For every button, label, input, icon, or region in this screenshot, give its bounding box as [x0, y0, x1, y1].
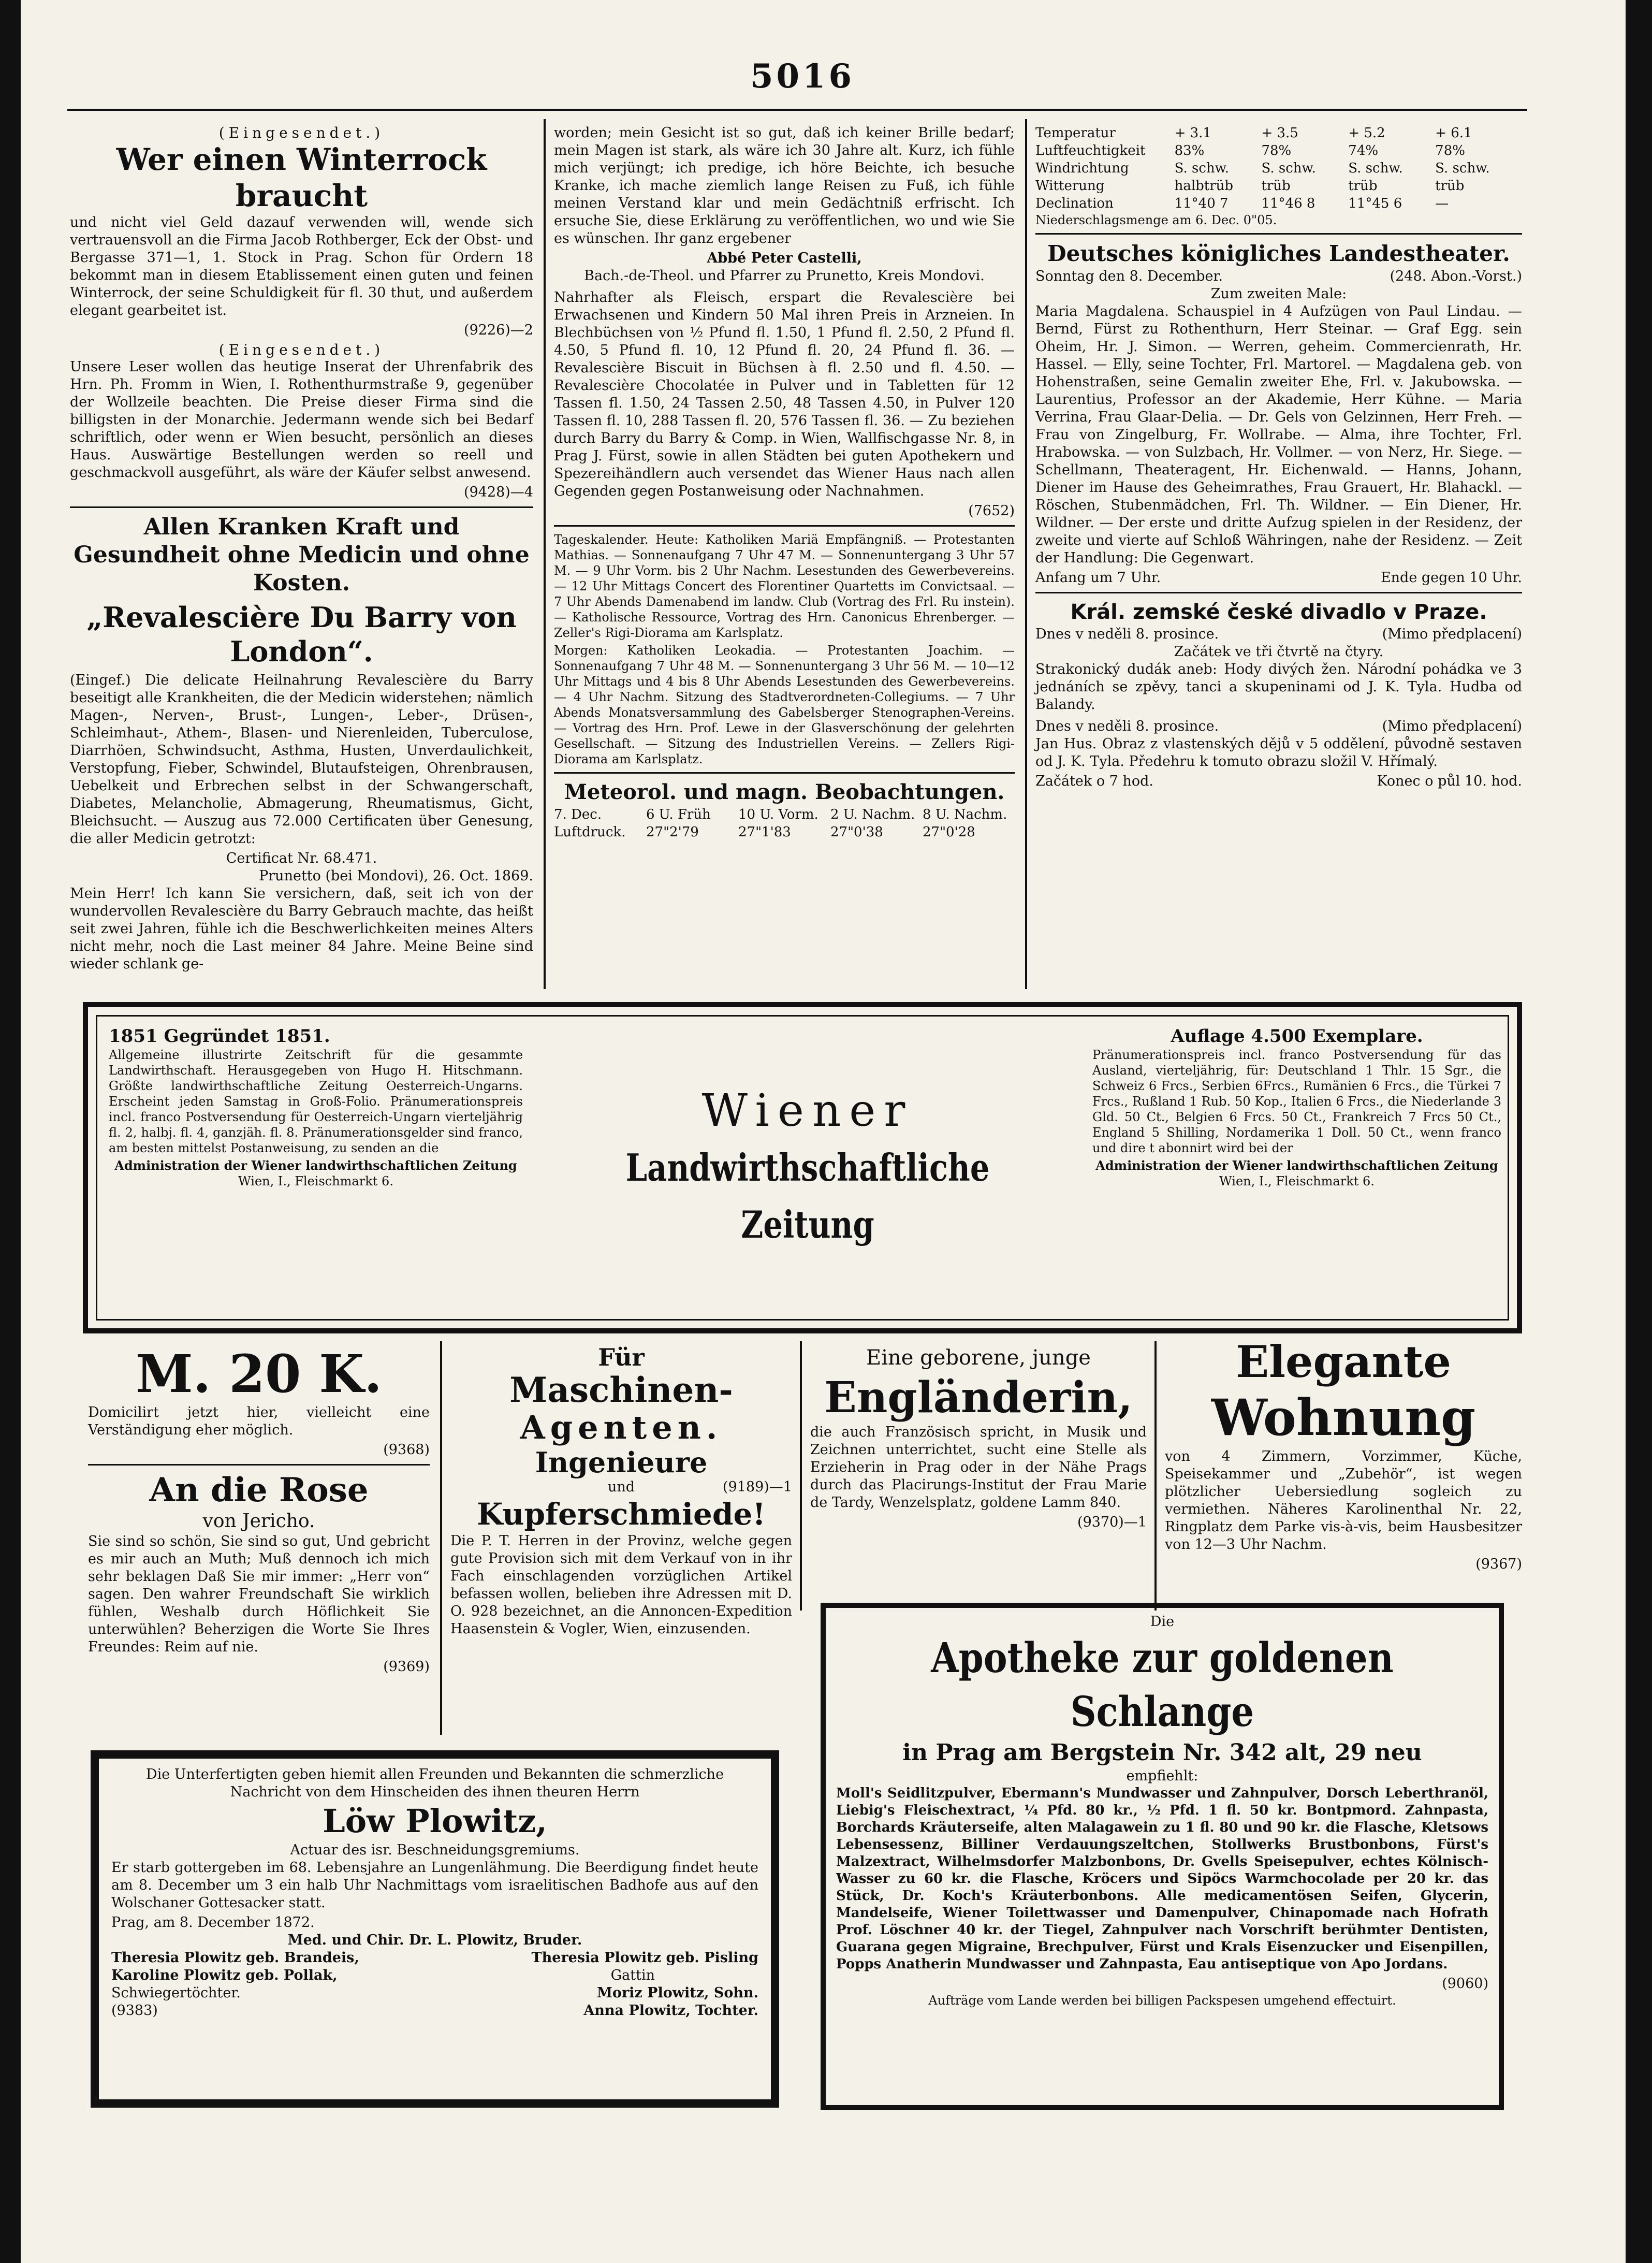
theater-end: Ende gegen 10 Uhr.: [1380, 570, 1522, 586]
czech-theater-title: Král. zemské české divadlo v Praze.: [1070, 600, 1487, 624]
revalesciere-body: (Eingef.) Die delicate Heilnahrung Revalescière du Barry beseitigt alle Krankheiten, die der Medicin widerstehen; nämlich Magen-, Nerven-, Brust-, Lungen-, Leber-, Drüsen-, Schleimhaut-, Athem-, Blasen- und Nierenleiden, Tuberculose, Diarrhöen, Schwindsucht, Asthma, Husten, Unverdaulichkeit, Verstopfung, Fieber, Schwindel, Blutaufsteigen, Ohrenbrausen, Uebelkeit und Erbrechen selbst in der Schwangerschaft, Diabetes, Melancholie, Abmagerung, Rheumatismus, Gicht, Bleichsucht. — Auszug aus 72.000 Certificaten über Genesung, die aller Medicin getrotzt:: [70, 672, 533, 847]
meteo-cell: Temperatur: [1035, 125, 1116, 141]
governess-ad: [810, 1344, 1147, 1613]
czech-line: [1035, 718, 1522, 735]
czech-subscription: (Mimo předplacení): [1382, 718, 1522, 734]
rose-code: (9369): [383, 1659, 430, 1675]
mach-title-4: Ingenieure: [535, 1446, 708, 1479]
obit-signers-row: [111, 1984, 758, 2002]
meteo-row: [1035, 159, 1522, 177]
obit-code: (9383): [111, 2003, 158, 2019]
notice2-code: (9428)—4: [464, 484, 533, 500]
banner-center: [533, 1082, 1082, 1269]
meteo-cell: 11°40 7: [1174, 196, 1229, 211]
meteo-cell: 2 U. Nachm.: [830, 807, 915, 822]
obit-name: Löw Plowitz,: [323, 1802, 547, 1840]
obit-signer-1: Med. und Chir. Dr. L. Plowitz, Bruder.: [287, 1932, 582, 1948]
notice2-body: Unsere Leser wollen das heutige Inserat der Uhrenfabrik des Hrn. Ph. Fromm in Wien, I. Rothenthurmstraße 9, gegenüber der Wollzeile beachten. Die Preise dieser Firma sind die billigsten in der Monarchie. Jedermann wende sich bei Bedarf schriftlich, oder wenn er Wien besucht, persönlich an dieses Haus. Auswärtige Bestellungen werden so reell und geschmackvoll ausgeführt, als wäre der Käufer selbst anwesend.: [70, 359, 533, 481]
meteo-row: [1035, 124, 1522, 142]
revalesciere-title: „Revalescière Du Barry von London“.: [86, 601, 517, 668]
theater-subtitle: Zum zweiten Male:: [1210, 286, 1347, 302]
obit-signer: Karoline Plowitz geb. Pollak,: [111, 1967, 338, 1983]
obit-signer: Anna Plowitz, Tochter.: [583, 2003, 758, 2019]
wohn-title-2: Wohnung: [1211, 1388, 1476, 1447]
czech-time-end: Konec o půl 10. hod.: [1377, 773, 1522, 789]
obit-signer: Gattin: [610, 1967, 655, 1983]
m20-title: M. 20 K.: [135, 1343, 383, 1404]
czech-time-start: Začátek o 7 hod.: [1035, 773, 1153, 789]
mach-title-3: Agenten.: [520, 1409, 723, 1446]
obit-signers-row: [111, 1967, 758, 1984]
banner-left-addr: Wien, I., Fleischmarkt 6.: [238, 1174, 393, 1188]
separator: [1035, 592, 1522, 593]
page-number: 5016: [750, 57, 855, 96]
apo-footer: Aufträge vom Lande werden bei billigen Packspesen umgehend effectuirt.: [928, 1993, 1396, 2008]
certificate-place: Prunetto (bei Mondovi), 26. Oct. 1869.: [259, 868, 533, 884]
tomorrow-calendar: Morgen: Katholiken Leokadia. — Protestanten Joachim. — Sonnenaufgang 7 Uhr 48 M. — Sonnenuntergang 3 Uhr 56 M. — 10—12 Uhr Mittags und 4 bis 8 Uhr Abends Lesestunden des Gewerbevereins. — 4 Uhr Nachm. Sitzung des Stadtverordneten-Collegiums. — 7 Uhr Abends Monatsversammlung des Gabelsberger Stenographen-Vereins. — Vortrag des Hrn. Prof. Lewe in der Glasverschönung der gelehrten Gesellschaft. — Sitzung des Industriellen Vereins. — Zellers Rigi-Diorama am Karlsplatz.: [554, 643, 1015, 766]
meteo-pressure-row: [554, 823, 1015, 841]
meteo-title: Meteorol. und magn. Beobachtungen.: [564, 780, 1005, 804]
apo-recommends: empfiehlt:: [1126, 1768, 1198, 1784]
meteo-note: Niederschlagsmenge am 6. Dec. 0"05.: [1035, 213, 1277, 227]
obit-signer: Schwiegertöchter.: [111, 1985, 241, 2001]
eng-line: Eine geborene, junge: [866, 1346, 1091, 1370]
revalesciere-prices: Nahrhafter als Fleisch, erspart die Revalescière bei Erwachsenen und Kindern 50 Mal ihren Preis in Arzneien. In Blechbüchsen von ½ Pfund fl. 1.50, 1 Pfund fl. 2.50, 2 Pfund fl. 4.50, 5 Pfund fl. 10, 12 Pfund fl. 20, 24 Pfund fl. 36. — Revalescière Biscuit in Büchsen à fl. 2.50 und fl. 4.50. — Revalescière Chocolatée in Pulver und in Tabletten für 12 Tassen fl. 1.50, 24 Tassen 2.50, 48 Tassen 4.50, in Pulver 120 Tassen fl. 10, 288 Tassen fl. 20, 576 Tassen fl. 36. — Zu beziehen durch Barry du Barry & Comp. in Wien, Wallfischgasse Nr. 8, in Prag J. Fürst, sowie in allen Städten bei guten Apothekern und Spezereihändlern auch versendet das Wiener Haus nach allen Gegenden gegen Postanweisung oder Nachnahmen.: [554, 289, 1015, 499]
notice1-title: Wer einen Winterrock braucht: [116, 142, 487, 213]
obit-signer: Theresia Plowitz geb. Pisling: [531, 1950, 758, 1966]
czech-subscription: (Mimo předplacení): [1382, 626, 1522, 642]
letter-continued: worden; mein Gesicht ist so gut, daß ich keiner Brille bedarf; mein Magen ist stark, als wäre ich 30 Jahre alt. Kurz, ich fühle mich verjüngt; ich predige, ich höre Beichte, ich besuche Kranke, ich mache ziemlich lange Reisen zu Fuß, ich fühle meinen Verstand klar und mein Gedächtniß erfrischt. Ich ersuche Sie, diese Erklärung zu veröffentlichen, wo und wie Sie es wünschen. Ihr ganz ergebener: [554, 125, 1015, 246]
revalesciere-headline: Allen Kranken Kraft und Gesundheit ohne Medicin und ohne Kosten.: [74, 514, 530, 596]
meteo-cell: 8 U. Nachm.: [923, 807, 1007, 822]
meteo-cell: halbtrüb: [1174, 178, 1234, 194]
rose-poem: Sie sind so schön, Sie sind so gut, Und gebricht es mir auch an Muth; Muß dennoch ich mich sehr beklagen Daß Sie mir immer: „Herr von“ sagen. Den wahrer Freundschaft Sie wirklich fühlen, Weshalb durch Höflichkeit Sie unterwühlen? Beherzigen die Worte Sie Ihres Freundes: Reim auf nie.: [88, 1533, 430, 1655]
banner-right: [1092, 1025, 1501, 1315]
meteo-cell: Windrichtung: [1035, 161, 1129, 176]
separator: [1035, 233, 1522, 235]
meteo-cell: 11°46 8: [1261, 196, 1315, 211]
obit-role: Actuar des isr. Beschneidungsgremiums.: [290, 1842, 580, 1858]
theater-date: Sonntag den 8. December.: [1035, 268, 1223, 284]
separator: [88, 1464, 430, 1466]
letter-signer-title: Bach.-de-Theol. und Pfarrer zu Prunetto, Kreis Mondovi.: [584, 268, 985, 284]
meteo-cell: —: [1435, 196, 1449, 211]
wohn-code: (9367): [1475, 1556, 1522, 1572]
apartment-ad: [1165, 1336, 1522, 1605]
day-calendar: Tageskalender. Heute: Katholiken Mariä Empfängniß. — Protestanten Mathias. — Sonnenaufgang 7 Uhr 47 M. — Sonnenuntergang 3 Uhr 57 M. — 9 Uhr Vorm. bis 2 Uhr Nachm. Lesestunden des Gewerbevereins. — 12 Uhr Mittags Concert des Florentiner Quartetts im Convictsaal. — 7 Uhr Abends Damenabend im landw. Club (Vortrag des Frl. Ru instein). — Katholische Ressource, Vortrag des Hrn. Canonicus Ehrenberger. — Zeller's Rigi-Diorama am Karlsplatz.: [554, 532, 1015, 640]
personal-ads: [88, 1344, 430, 1737]
notice2-header: (Eingesendet.): [218, 341, 385, 358]
banner-right-head: Auflage 4.500 Exemplare.: [1171, 1026, 1423, 1047]
meteo-cell: + 3.1: [1174, 125, 1211, 141]
meteo-cell: + 3.5: [1261, 125, 1298, 141]
meteo-cell: 11°45 6: [1348, 196, 1402, 211]
obit-signer: Moriz Plowitz, Sohn.: [597, 1985, 758, 2001]
meteo-cell: trüb: [1261, 178, 1291, 194]
mach-title-5: Kupferschmiede!: [477, 1497, 766, 1532]
machine-agents-ad: [450, 1343, 792, 1637]
pharmacy-ad: [836, 1613, 1488, 2100]
row3-divider-2: [800, 1341, 802, 1611]
apo-address: in Prag am Bergstein Nr. 342 alt, 29 neu: [902, 1739, 1422, 1766]
top-rule: [67, 109, 1527, 111]
wohn-body: von 4 Zimmern, Vorzimmer, Küche, Speisekammer und „Zubehör“, ist wegen plötzlicher Uebersiedlung sogleich zu vermiethen. Näheres Karolinenthal Nr. 22, Ringplatz dem Parke vis-à-vis, beim Hausbesitzer von 12—3 Uhr Nachm.: [1165, 1448, 1522, 1553]
mach-und: und: [607, 1479, 635, 1495]
mach-und-row: [450, 1478, 792, 1496]
theater-cast: Maria Magdalena. Schauspiel in 4 Aufzügen von Paul Lindau. — Bernd, Fürst zu Rothenthurn, Herr Steinar. — Graf Egg. sein Oheim, Hr. J. Simon. — Werren, geheim. Commercienrath, Hr. Hassel. — Elly, seine Tochter, Frl. Martorel. — Magdalena geb. von Hohenstraßen, seine Gemalin zweiter Ehe, Frl. v. Jakubowska. — Laurentius, Professor an der Akademie, Herr Kühne. — Maria Verrina, Frau Glaar-Delia. — Dr. Gels von Gelzinnen, Herr Freh. — Frau von Zingelburg, Fr. Wollrabe. — Alma, ihre Tochter, Frl. Hrabowska. — von Sulzbach, Hr. Vollmer. — von Nerz, Hr. Siege. — Schellmann, Theateragent, Hr. Eichenwald. — Hanns, Johann, Diener im Hause des Geheimrathes, Frau Grauert, Hr. Blahackl. — Röschen, Stubenmädchen, Frl. Th. Wildner. — Ein Diener, Hr. Wildner. — Der erste und dritte Aufzug spielen in der Residenz, der zweite und vierte auf Schloß Währingen, nahe der Residenz. — Zeit der Handlung: Die Gegenwart.: [1035, 303, 1522, 566]
meteo-row: [1035, 195, 1522, 212]
notice1-body: und nicht viel Geld dazauf verwenden will, wende sich vertrauensvoll an die Firma Jacob Rothberger, Eck der Obst- und Bergasse 371—1, 1. Stock in Prag. Schon für Ordern 18 bekommt man in diesem Etablissement einen guten und feinen Winterrock, der seine Schuldigkeit für fl. 30 thut, und außerdem elegant gearbeitet ist.: [70, 214, 533, 318]
meteo-header-row: [554, 806, 1015, 823]
separator: [554, 525, 1015, 527]
revalesciere-letter: Mein Herr! Ich kann Sie versichern, daß, seit ich von der wundervollen Revalescière du Barry Gebrauch machte, das heißt seit zwei Jahren, fühle ich die Beschwerlichkeiten meines Alters nicht mehr, noch die Last meiner 84 Jahre. Meine Beine sind wieder schlank ge-: [70, 886, 533, 972]
mach-body: Die P. T. Herren in der Provinz, welche gegen gute Provision sich mit dem Verkauf von in ihr Fach einschlagenden vorzüglichen Artikel befassen wollen, belieben ihre Adressen mit D. O. 928 bezeichnet, an die Annoncen-Expedition Haasenstein & Vogler, Wien, einzusenden.: [450, 1533, 792, 1637]
meteo-cell: 83%: [1174, 143, 1205, 158]
meteo-row: [1035, 142, 1522, 159]
czech-start: Začátek ve tři čtvrtě na čtyry.: [1174, 644, 1384, 660]
czech-line: [1035, 626, 1522, 643]
row3-divider-3: [1154, 1341, 1157, 1611]
column-3: [1035, 124, 1522, 994]
banner-right-addr: Wien, I., Fleischmarkt 6.: [1219, 1174, 1375, 1188]
meteo-cell: 27"0'38: [830, 824, 883, 840]
m20-body: Domicilirt jetzt hier, vielleicht eine Verständigung eher möglich.: [88, 1404, 430, 1438]
banner-right-body: Pränumerationspreis incl. franco Postversendung für das Ausland, vierteljährig, für: Deutschland 1 Thlr. 15 Sgr., die Schweiz 6 Frcs., Serbien 6Frcs., Rumänien 6 Frcs., die Türkei 7 Frcs., Rußland 1 Rub. 50 Kop., Italien 6 Frcs., die Niederlande 3 Gld. 50 Ct., Belgien 6 Frcs. 50 Ct., Frankreich 7 Frcs 50 Ct., England 5 Shilling, Nordamerika 1 Doll. 50 Ct., wenn franco und dire t abonnirt wird bei der: [1092, 1048, 1501, 1155]
meteo-cell: S. schw.: [1261, 161, 1316, 176]
notice1-header: (Eingesendet.): [218, 124, 385, 141]
eng-title: Engländerin,: [824, 1373, 1133, 1423]
banner-left: [109, 1025, 523, 1315]
col-divider-2: [1025, 119, 1027, 989]
czech-play-1: Strakonický dudák aneb: Hody divých žen. Národní pohádka ve 3 jednáních se zpěvy, tanci a skupeninami od J. K. Tyla. Hudba od Balandy.: [1035, 661, 1522, 713]
mach-title-2: Maschinen-: [509, 1370, 733, 1410]
row3-divider-1: [440, 1341, 442, 1735]
obit-signers-row: [111, 2002, 758, 2020]
banner-title-1: Wiener: [701, 1085, 914, 1137]
theater-title: Deutsches königliches Landestheater.: [1047, 241, 1510, 266]
meteo-cell: S. schw.: [1348, 161, 1403, 176]
theater-code: (248. Abon.-Vorst.): [1390, 268, 1522, 284]
theater-date-row: [1035, 268, 1522, 285]
column-2: [554, 124, 1015, 994]
col-divider-1: [544, 119, 546, 989]
banner-left-admin: Administration der Wiener landwirthschaftlichen Zeitung: [114, 1158, 517, 1173]
czech-date: Dnes v neděli 8. prosince.: [1035, 718, 1219, 734]
meteo-cell: + 6.1: [1435, 125, 1472, 141]
meteo-cell: trüb: [1348, 178, 1378, 194]
eng-code: (9370)—1: [1077, 1514, 1147, 1530]
obit-body: Er starb gottergeben im 68. Lebensjahre an Lungenlähmung. Die Beerdigung findet heute am 8. December um 3 ein halb Uhr Nachmittags vom israelitischen Badhofe aus auf den Wolschaner Gottesacker statt.: [111, 1860, 758, 1911]
czech-date: Dnes v neděli 8. prosince.: [1035, 626, 1219, 642]
meteo-cell: 6 U. Früh: [646, 807, 711, 822]
notice1-code: (9226)—2: [464, 322, 533, 338]
meteo-cell: 78%: [1435, 143, 1465, 158]
banner-left-body: Allgemeine illustrirte Zeitschrift für die gesammte Landwirthschaft. Herausgegeben von Hugo H. Hitschmann. Größte landwirthschaftliche Zeitung Oesterreich-Ungarns. Erscheint jeden Samstag in Groß-Folio. Pränumerationspreis incl. franco Postversendung für Oesterreich-Ungarn vierteljährig fl. 2, halbj. fl. 4, ganzjäh. fl. 8. Pränumerationsgelder sind franco, am besten mittelst Postanweisung, zu senden an die: [109, 1048, 523, 1155]
czech-times: [1035, 773, 1522, 790]
rose-title: An die Rose: [149, 1471, 369, 1510]
meteo-row: [1035, 177, 1522, 195]
m20-code: (9368): [383, 1442, 430, 1458]
mach-code: (9189)—1: [723, 1479, 792, 1495]
obituary: [111, 1766, 758, 2097]
meteo-cell: Witterung: [1035, 178, 1105, 194]
meteo-cell: + 5.2: [1348, 125, 1385, 141]
revalesciere-code: (7652): [968, 503, 1015, 519]
eng-body: die auch Französisch spricht, in Musik und Zeichnen unterrichtet, sucht eine Stelle als Erzieherin in Prag oder in der Nähe Prags durch das Placirungs-Institut der Frau Marie de Tardy, Wenzelsplatz, goldene Lamm 840.: [810, 1424, 1147, 1511]
meteo-cell: S. schw.: [1435, 161, 1490, 176]
meteo-cell: trüb: [1435, 178, 1465, 194]
newspaper-page: [21, 0, 1626, 2263]
meteo-cell: Declination: [1035, 196, 1114, 211]
separator: [70, 506, 533, 508]
meteo-cell: Luftdruck.: [554, 824, 626, 840]
obit-signers-row: [111, 1949, 758, 1967]
meteo-cell: 74%: [1348, 143, 1379, 158]
theater-start: Anfang um 7 Uhr.: [1035, 570, 1161, 586]
obit-date: Prag, am 8. December 1872.: [111, 1914, 315, 1931]
meteo-cell: Luftfeuchtigkeit: [1035, 143, 1146, 158]
meteo-cell: 78%: [1261, 143, 1292, 158]
rose-subtitle: von Jericho.: [202, 1511, 315, 1532]
meteo-cell: 10 U. Vorm.: [738, 807, 818, 822]
meteo-cell: 27"2'79: [646, 824, 699, 840]
apo-code: (9060): [1442, 1976, 1488, 1992]
wohn-title-1: Elegante: [1236, 1336, 1451, 1387]
meteo-cell: 7. Dec.: [554, 807, 602, 822]
meteo-cell: S. schw.: [1174, 161, 1230, 176]
obit-signer: Theresia Plowitz geb. Brandeis,: [111, 1950, 359, 1966]
meteo-cell: 27"0'28: [923, 824, 975, 840]
separator: [554, 772, 1015, 774]
apo-title: Apotheke zur goldenen Schlange: [931, 1633, 1394, 1736]
banner-title-2: Landwirthschaftliche Zeitung: [625, 1145, 990, 1246]
obit-intro: Die Unterfertigten geben hiemit allen Freunden und Bekannten die schmerzliche Nachricht von dem Hinscheiden des ihnen theuren Herrn: [145, 1766, 724, 1800]
banner-left-head: 1851 Gegründet 1851.: [109, 1026, 330, 1047]
apo-die: Die: [1150, 1614, 1175, 1630]
column-1: [70, 124, 533, 994]
banner-right-admin: Administration der Wiener landwirthschaftlichen Zeitung: [1095, 1158, 1498, 1173]
letter-signer: Abbé Peter Castelli,: [707, 250, 862, 266]
theater-times: [1035, 569, 1522, 587]
certificate-number: Certificat Nr. 68.471.: [226, 850, 377, 866]
apo-products: Moll's Seidlitzpulver, Ebermann's Mundwasser und Zahnpulver, Dorsch Leberthranöl, Liebig's Fleischextract, ¼ Pfd. 80 kr., ½ Pfd. 1 fl. 50 kr. Bontpmord. Zahnpasta, Borchards Kräuterseife, alten Malagawein zu 1 fl. 80 und 90 kr. die Flasche, Kletsows Lebensessenz, Billiner Verdauungszeltchen, Stollwerks Brustbonbons, Fürst's Malzextract, Wilhelmsdorfer Malzbonbons, Dr. Gvells Speisepulver, echtes Kölnisch-Wasser zu 60 kr. die Flasche, Kröcers und Sipöcs Warmchocolade per 20 kr. das Stück, Dr. Koch's Kräuterbonbons. Alle medicamentösen Seifen, Glycerin, Mandelseife, Wiener Toilettwasser und Damenpulver, Chinapomade nach Hofrath Prof. Löschner 40 kr. der Tiegel, Zahnpulver nach Vorschrift berühmter Dentisten, Guarana gegen Migraine, Brechpulver, Fürst und Krals Eisenzucker und Eisenpillen, Popps Anatherin Mundwasser und Zahnpasta, Eau antiseptique von Apo Jordans.: [836, 1786, 1488, 1972]
mach-title-1: Für: [598, 1343, 645, 1371]
meteo-cell: 27"1'83: [738, 824, 791, 840]
czech-play-2: Jan Hus. Obraz z vlastenských dějů v 5 oddělení, původně sestaven od J. K. Tyla. Předehru k tomuto obrazu složil V. Hřímalý.: [1035, 736, 1522, 770]
